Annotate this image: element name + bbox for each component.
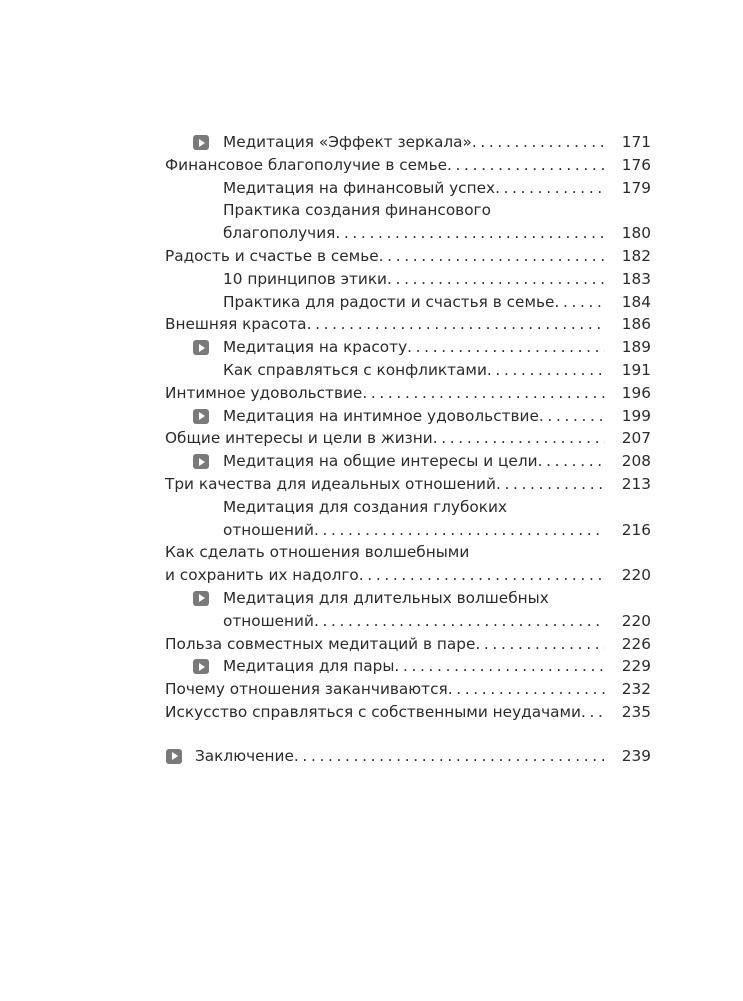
toc-entry[interactable] [165, 245, 651, 268]
dot-leader [394, 655, 605, 678]
dot-leader [539, 405, 605, 428]
play-icon [193, 340, 209, 355]
page-number: 191 [621, 360, 651, 379]
page-number: 216 [621, 520, 651, 539]
dot-leader [314, 519, 605, 542]
toc-entry[interactable] [165, 154, 651, 177]
toc-entry-title: Медитация для длительных волшебных [223, 588, 549, 607]
toc-entry-title: Почему отношения заканчиваются [165, 680, 448, 699]
dot-leader [379, 245, 605, 268]
dot-leader [554, 291, 605, 314]
page-number: 239 [621, 746, 651, 765]
dot-leader [307, 313, 605, 336]
toc-entry[interactable] [165, 450, 651, 473]
toc-entry-title: Медитация на общие интересы и цели [223, 452, 538, 471]
toc-entry-title: Как справляться с конфликтами [223, 360, 487, 379]
toc-entry[interactable] [165, 473, 651, 496]
toc-entry-title: Польза совместных медитаций в паре [165, 634, 476, 653]
toc-entry-title: Практика для радости и счастья в семье [223, 292, 555, 311]
toc-entry[interactable] [165, 313, 651, 336]
dot-leader [448, 678, 605, 701]
play-icon [193, 591, 209, 606]
toc-entry-title: Практика создания финансового [223, 201, 491, 220]
play-icon [193, 454, 209, 469]
dot-leader [294, 745, 605, 768]
page-number: 179 [621, 178, 651, 197]
toc-entry-title: Радость и счастье в семье [165, 246, 379, 265]
toc-entry-title: 10 принципов этики [223, 269, 388, 288]
toc-entry[interactable] [165, 177, 651, 200]
toc-entry-title: и сохранить их надолго [165, 566, 359, 585]
toc-entry-title: Медитация на интимное удовольствие [223, 406, 539, 425]
toc-entry-title: отношений [223, 611, 314, 630]
toc-entry[interactable] [165, 427, 651, 450]
toc-entry[interactable] [165, 655, 651, 678]
toc-entry[interactable] [165, 336, 651, 359]
page-number: 220 [621, 566, 651, 585]
dot-leader [314, 610, 605, 633]
toc-entry-title: Медитация для пары [223, 657, 395, 676]
toc-entry[interactable] [165, 701, 651, 724]
toc-entry[interactable] [165, 633, 651, 656]
toc-entry[interactable] [165, 382, 651, 405]
page-number: 226 [621, 634, 651, 653]
dot-leader [447, 154, 605, 177]
toc-entry-title: Три качества для идеальных отношений [165, 474, 496, 493]
dot-leader [495, 177, 605, 200]
toc-entry-title: Общие интересы и цели в жизни [165, 429, 433, 448]
page-number: 189 [621, 338, 651, 357]
toc-entry[interactable] [165, 587, 651, 633]
dot-leader [538, 450, 605, 473]
play-icon [193, 135, 209, 150]
toc-entry[interactable] [165, 678, 651, 701]
dot-leader [433, 427, 605, 450]
page-number: 171 [621, 133, 651, 151]
toc-entry-title: Искусство справляться с собственными неудачами [165, 702, 581, 721]
play-icon [166, 749, 182, 764]
table-of-contents [165, 131, 651, 768]
page-number: 208 [621, 452, 651, 471]
toc-entry-title: Интимное удовольствие [165, 383, 363, 402]
dot-leader [359, 564, 605, 587]
toc-entry-title: Медитация на красоту [223, 338, 408, 357]
toc-entry[interactable] [165, 199, 651, 245]
page-number: 207 [621, 429, 651, 448]
toc-entry-title: Медитация «Эффект зеркала» [223, 133, 472, 151]
page-number: 176 [621, 155, 651, 174]
toc-entry-title: Медитация для создания глубоких [223, 497, 508, 516]
toc-entry-title: Заключение [195, 746, 294, 765]
play-icon [193, 409, 209, 424]
dot-leader [407, 336, 605, 359]
toc-entry-title: отношений [223, 520, 314, 539]
toc-entry[interactable] [165, 541, 651, 587]
page-number: 183 [621, 269, 651, 288]
dot-leader [487, 359, 605, 382]
page-number: 229 [621, 657, 651, 676]
page-number: 199 [621, 406, 651, 425]
toc-entry[interactable] [165, 745, 651, 768]
page-number: 186 [621, 315, 651, 334]
page-number: 180 [621, 224, 651, 243]
toc-entry-title: благополучия [223, 224, 336, 243]
dot-leader [475, 633, 605, 656]
toc-entry-title: Медитация на финансовый успех [223, 178, 496, 197]
page-number: 220 [621, 611, 651, 630]
dot-leader [362, 382, 605, 405]
toc-entry-title: Как сделать отношения волшебными [165, 543, 470, 562]
toc-entry[interactable] [165, 496, 651, 542]
dot-leader [387, 268, 605, 291]
page-number: 232 [621, 680, 651, 699]
dot-leader [472, 131, 605, 154]
toc-entry[interactable] [165, 131, 651, 154]
page-number: 235 [621, 702, 651, 721]
toc-entry[interactable] [165, 291, 651, 314]
toc-entry-title: Внешняя красота [165, 315, 307, 334]
page-number: 213 [621, 474, 651, 493]
page-number: 184 [621, 292, 651, 311]
toc-entry-title: Финансовое благополучие в семье [165, 155, 447, 174]
toc-entry[interactable] [165, 405, 651, 428]
page-number: 196 [621, 383, 651, 402]
dot-leader [496, 473, 605, 496]
dot-leader [581, 701, 605, 724]
dot-leader [335, 222, 605, 245]
page-number: 182 [621, 246, 651, 265]
toc-entry[interactable] [165, 359, 651, 382]
toc-entry[interactable] [165, 268, 651, 291]
play-icon [193, 659, 209, 674]
